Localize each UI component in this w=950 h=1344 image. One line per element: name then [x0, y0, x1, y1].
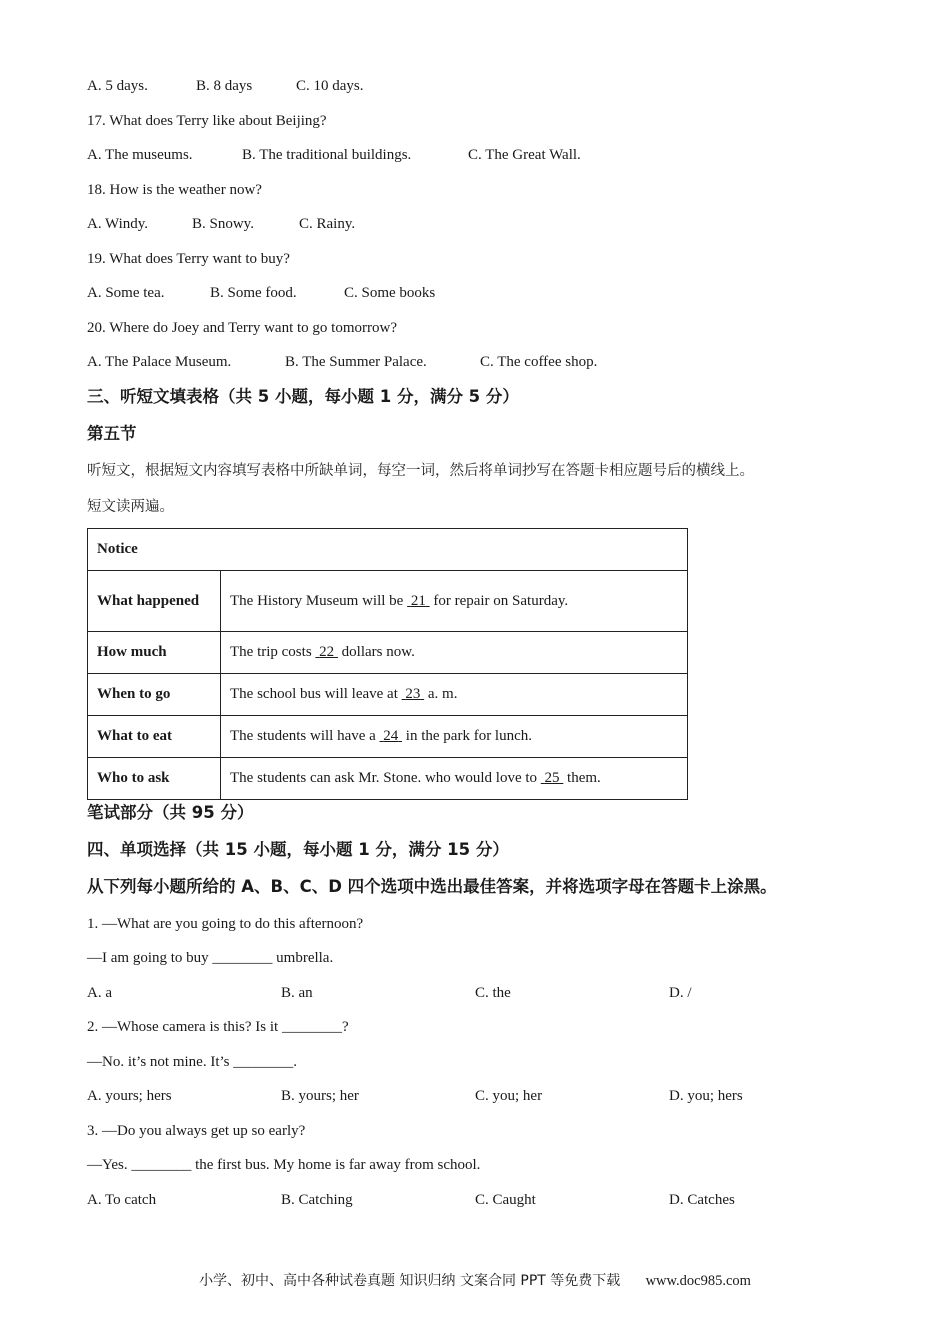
- section3-subheading: 第五节: [87, 424, 137, 443]
- q1-question: 1. —What are you going to do this afternoon?: [87, 916, 364, 932]
- blank-24: 24: [383, 728, 399, 744]
- section3-heading: 三、听短文填表格（共 5 小题，每小题 1 分，满分 5 分）: [87, 387, 519, 406]
- footer-url[interactable]: www.doc985.com: [645, 1273, 751, 1289]
- q1-response: —I am going to buy ________ umbrella.: [87, 950, 334, 966]
- row-label: When to go: [88, 674, 221, 716]
- q17-option-a: A. The museums.: [87, 147, 193, 163]
- q16-option-c: C. 10 days.: [296, 78, 364, 94]
- q20-option-b: B. The Summer Palace.: [285, 354, 427, 370]
- row-content: The students can ask Mr. Stone. who would love to 25 them.: [221, 758, 688, 800]
- q18-option-c: C. Rainy.: [299, 216, 356, 232]
- q1-option-c: C. the: [475, 985, 511, 1001]
- row-label: Who to ask: [88, 758, 221, 800]
- table-row: [88, 758, 688, 800]
- q16-option-b: B. 8 days: [196, 78, 253, 94]
- q3-response: —Yes. ________ the first bus. My home is far away from school.: [87, 1157, 481, 1173]
- q17-option-b: B. The traditional buildings.: [242, 147, 412, 163]
- q2-response: —No. it’s not mine. It’s ________.: [87, 1054, 297, 1070]
- q3-option-a: A. To catch: [87, 1192, 157, 1208]
- q3-question: 3. —Do you always get up so early?: [87, 1123, 306, 1139]
- blank-23: 23: [405, 686, 421, 702]
- q17-question: 17. What does Terry like about Beijing?: [87, 113, 327, 129]
- q20-option-a: A. The Palace Museum.: [87, 354, 232, 370]
- notice-title: Notice: [88, 529, 688, 571]
- footer-text: 小学、初中、高中各种试卷真题 知识归纳 文案合同 PPT 等免费下载: [199, 1273, 621, 1289]
- q18-option-a: A. Windy.: [87, 216, 149, 232]
- q19-option-a: A. Some tea.: [87, 285, 165, 301]
- row-content: The students will have a 24 in the park for lunch.: [221, 716, 688, 758]
- section4-instruction: 从下列每小题所给的 A、B、C、D 四个选项中选出最佳答案，并将选项字母在答题卡上涂黑。: [87, 877, 777, 896]
- q2-option-d: D. you; hers: [669, 1088, 743, 1104]
- notice-title-row: [88, 529, 688, 571]
- q2-option-b: B. yours; her: [281, 1088, 359, 1104]
- row-label: How much: [88, 632, 221, 674]
- table-row: [88, 716, 688, 758]
- q3-option-b: B. Catching: [281, 1192, 353, 1208]
- q20-option-c: C. The coffee shop.: [480, 354, 598, 370]
- q3-option-c: C. Caught: [475, 1192, 536, 1208]
- q2-question: 2. —Whose camera is this? Is it ________?: [87, 1019, 349, 1035]
- table-row: [88, 571, 688, 632]
- page-footer: [0, 1270, 950, 1290]
- blank-21: 21: [410, 592, 426, 609]
- row-content: The History Museum will be 21 for repair on Saturday.: [221, 571, 688, 632]
- section3-instruction-2: 短文读两遍。: [87, 499, 174, 515]
- table-row: [88, 632, 688, 674]
- blank-25: 25: [544, 770, 560, 786]
- q16-option-a: A. 5 days.: [87, 78, 148, 94]
- q1-option-d: D. /: [669, 985, 692, 1001]
- q19-option-c: C. Some books: [344, 285, 436, 301]
- q1-option-b: B. an: [281, 985, 313, 1001]
- section4-heading: 四、单项选择（共 15 小题，每小题 1 分，满分 15 分）: [87, 840, 509, 859]
- q18-option-b: B. Snowy.: [192, 216, 254, 232]
- q18-question: 18. How is the weather now?: [87, 182, 262, 198]
- row-content: The school bus will leave at 23 a. m.: [221, 674, 688, 716]
- q19-option-b: B. Some food.: [210, 285, 297, 301]
- q17-option-c: C. The Great Wall.: [468, 147, 581, 163]
- q2-option-a: A. yours; hers: [87, 1088, 172, 1104]
- section3-instruction-1: 听短文，根据短文内容填写表格中所缺单词，每空一词，然后将单词抄写在答题卡相应题号后的横线上。: [87, 463, 754, 479]
- table-row: [88, 674, 688, 716]
- row-content: The trip costs 22 dollars now.: [221, 632, 688, 674]
- notice-table: [87, 528, 688, 800]
- written-part-heading: 笔试部分（共 95 分）: [87, 803, 254, 822]
- q2-option-c: C. you; her: [475, 1088, 543, 1104]
- row-label: What to eat: [88, 716, 221, 758]
- q20-question: 20. Where do Joey and Terry want to go tomorrow?: [87, 320, 397, 336]
- blank-22: 22: [319, 644, 335, 660]
- row-label: What happened: [88, 571, 221, 632]
- q3-option-d: D. Catches: [669, 1192, 735, 1208]
- q1-option-a: A. a: [87, 985, 112, 1001]
- q19-question: 19. What does Terry want to buy?: [87, 251, 290, 267]
